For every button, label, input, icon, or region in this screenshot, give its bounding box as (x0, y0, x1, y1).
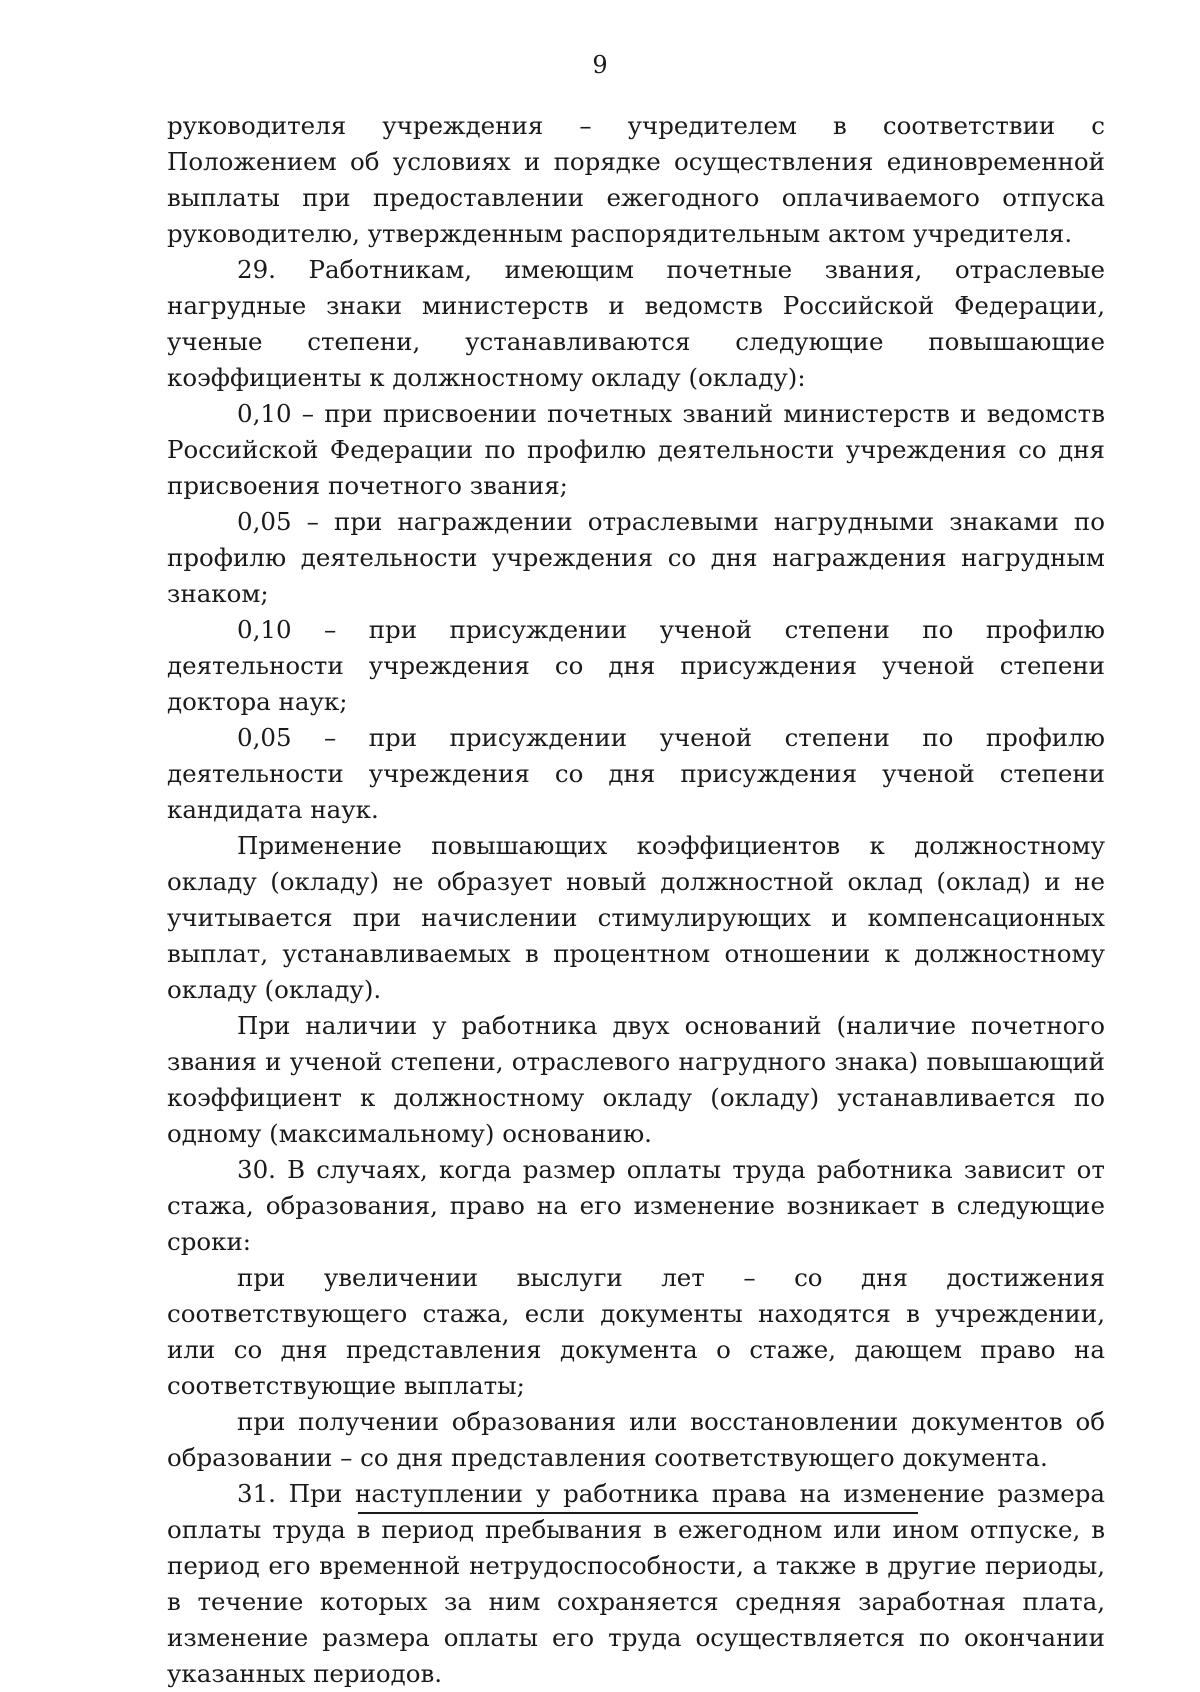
paragraph-two-grounds: При наличии у работника двух оснований (наличие почетного звания и ученой степени, отраслевого нагрудного знака) повышающий коэффициент к должностному окладу (окладу) устанавливается по одному (максимальному) основанию. (167, 1011, 1105, 1148)
paragraph-continuation: руководителя учреждения – учредителем в соответствии с Положением об условиях и порядке осуществления единовременной выплаты при предоставлении ежегодного оплачиваемого отпуска руководителю, утвержденным распорядительным актом учредителя. (167, 111, 1105, 248)
paragraph-coefficient-badge: 0,05 – при награждении отраслевыми нагрудными знаками по профилю деятельности учреждения со дня награждения нагрудным знаком; (167, 507, 1105, 608)
paragraph-seniority: при увеличении выслуги лет – со дня достижения соответствующего стажа, если документы находятся в учреждении, или со дня представления документа о стаже, дающем право на соответствующие выплаты; (167, 1263, 1105, 1400)
closing-rule (358, 1512, 918, 1514)
document-body (167, 108, 1105, 1692)
paragraph-coefficient-doctor: 0,10 – при присуждении ученой степени по профилю деятельности учреждения со дня присуждения ученой степени доктора наук; (167, 615, 1105, 716)
paragraph-education: при получении образования или восстановлении документов об образовании – со дня представления соответствующего документа. (167, 1407, 1105, 1472)
paragraph-coefficient-honorary-title: 0,10 – при присвоении почетных званий министерств и ведомств Российской Федерации по профилю деятельности учреждения со дня присвоения почетного звания; (167, 399, 1105, 500)
page-number: 9 (592, 51, 608, 79)
paragraph-clause-29: 29. Работникам, имеющим почетные звания, отраслевые нагрудные знаки министерств и ведомств Российской Федерации, ученые степени, устанавливаются следующие повышающие коэффициенты к должностному окладу (окладу): (167, 255, 1105, 392)
paragraph-clause-30: 30. В случаях, когда размер оплаты труда работника зависит от стажа, образования, право на его изменение возникает в следующие сроки: (167, 1155, 1105, 1256)
paragraph-clause-31: 31. При наступлении у работника права на изменение размера оплаты труда в период пребывания в ежегодном или ином отпуске, в период его временной нетрудоспособности, а также в другие периоды, в течение которых за ним сохраняется средняя заработная плата, изменение размера оплаты его труда осуществляется по окончании указанных периодов. (167, 1479, 1105, 1688)
paragraph-coefficient-application: Применение повышающих коэффициентов к должностному окладу (окладу) не образует новый должностной оклад (оклад) и не учитывается при начислении стимулирующих и компенсационных выплат, устанавливаемых в процентном отношении к должностному окладу (окладу). (167, 831, 1105, 1004)
paragraph-coefficient-candidate: 0,05 – при присуждении ученой степени по профилю деятельности учреждения со дня присуждения ученой степени кандидата наук. (167, 723, 1105, 824)
